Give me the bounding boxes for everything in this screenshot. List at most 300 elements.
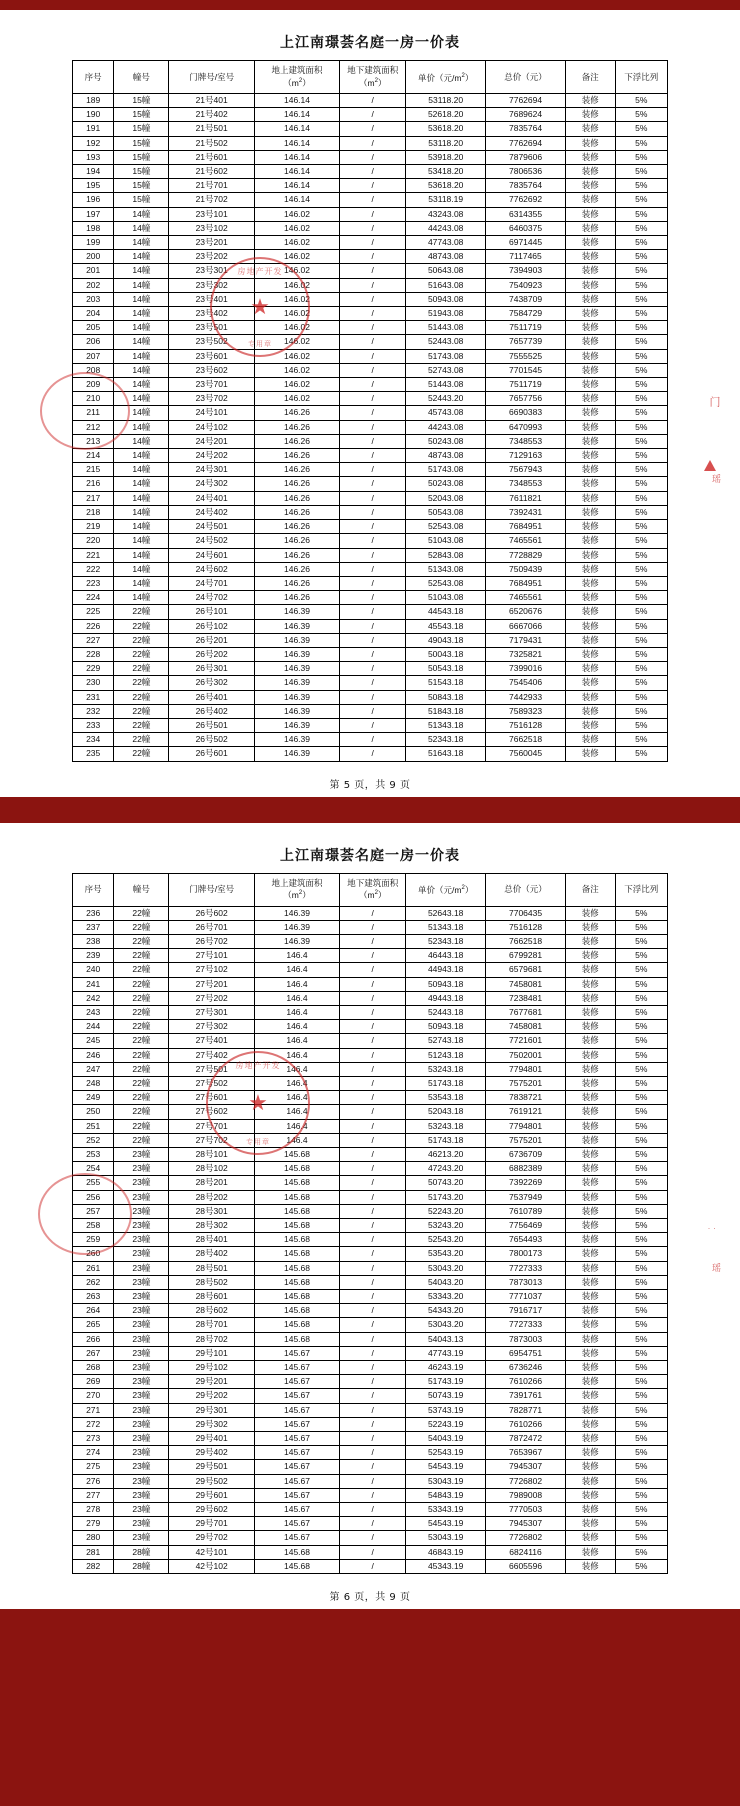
cell-door: 24号301 [169,463,254,477]
cell-total-price: 7916717 [486,1304,566,1318]
cell-unit-price: 52743.08 [406,363,486,377]
cell-above-area: 146.26 [254,420,339,434]
cell-door: 26号301 [169,662,254,676]
cell-door: 23号101 [169,207,254,221]
cell-discount: 5% [615,491,667,505]
cell-door: 26号601 [169,747,254,761]
cell-under-area: / [340,690,406,704]
cell-under-area: / [340,1219,406,1233]
cell-door: 29号401 [169,1432,254,1446]
cell-building: 14幢 [114,207,169,221]
cell-total-price: 7458081 [486,977,566,991]
cell-above-area: 146.4 [254,1076,339,1090]
cell-door: 26号501 [169,718,254,732]
cell-total-price: 7945307 [486,1517,566,1531]
margin-annotation-3: 瑶 [710,1262,720,1274]
cell-door: 26号302 [169,676,254,690]
cell-unit-price: 54843.19 [406,1488,486,1502]
cell-under-area: / [340,1247,406,1261]
cell-discount: 5% [615,906,667,920]
cell-building: 22幢 [114,718,169,732]
cell-under-area: / [340,963,406,977]
cell-door: 42号102 [169,1559,254,1573]
cell-above-area: 146.26 [254,562,339,576]
cell-building: 14幢 [114,449,169,463]
cell-unit-price: 52543.08 [406,520,486,534]
cell-discount: 5% [615,1559,667,1573]
cell-above-area: 146.4 [254,977,339,991]
cell-note: 装修 [565,477,615,491]
cell-above-area: 145.67 [254,1517,339,1531]
cell-note: 装修 [565,236,615,250]
cell-discount: 5% [615,576,667,590]
cell-door: 26号402 [169,704,254,718]
cell-above-area: 146.02 [254,392,339,406]
cell-building: 22幢 [114,949,169,963]
column-header-above-area-text: 地上建筑面积 [271,65,323,76]
cell-door: 28号201 [169,1176,254,1190]
cell-note: 装修 [565,335,615,349]
cell-door: 21号502 [169,136,254,150]
cell-discount: 5% [615,1304,667,1318]
cell-discount: 5% [615,949,667,963]
column-header-building: 幢号 [114,61,169,94]
cell-discount: 5% [615,934,667,948]
cell-discount: 5% [615,718,667,732]
cell-unit-price: 52843.08 [406,548,486,562]
document-page-5 [0,10,740,797]
cell-seq: 248 [73,1076,114,1090]
cell-total-price: 7945307 [486,1460,566,1474]
cell-door: 24号701 [169,576,254,590]
cell-seq: 243 [73,1005,114,1019]
cell-building: 23幢 [114,1460,169,1474]
table-row [73,1460,668,1474]
cell-discount: 5% [615,1133,667,1147]
cell-above-area: 145.68 [254,1176,339,1190]
table-row [73,477,668,491]
table-row [73,548,668,562]
table-row [73,363,668,377]
cell-under-area: / [340,704,406,718]
cell-unit-price: 51743.08 [406,463,486,477]
cell-discount: 5% [615,920,667,934]
cell-door: 24号501 [169,520,254,534]
cell-above-area: 146.02 [254,250,339,264]
table-row [73,307,668,321]
cell-under-area: / [340,250,406,264]
cell-discount: 5% [615,264,667,278]
cell-note: 装修 [565,548,615,562]
table-row [73,392,668,406]
cell-unit-price: 53918.20 [406,150,486,164]
cell-building: 22幢 [114,662,169,676]
cell-above-area: 146.26 [254,505,339,519]
cell-door: 29号302 [169,1417,254,1431]
cell-unit-price: 46843.19 [406,1545,486,1559]
cell-seq: 209 [73,378,114,392]
cell-unit-price: 51443.08 [406,321,486,335]
cell-seq: 225 [73,605,114,619]
cell-under-area: / [340,1432,406,1446]
cell-discount: 5% [615,1503,667,1517]
cell-door: 26号602 [169,906,254,920]
cell-building: 22幢 [114,1133,169,1147]
cell-unit-price: 50743.20 [406,1176,486,1190]
cell-unit-price: 52343.18 [406,934,486,948]
cell-unit-price: 53118.20 [406,94,486,108]
cell-above-area: 145.67 [254,1488,339,1502]
cell-note: 装修 [565,733,615,747]
cell-total-price: 7560045 [486,747,566,761]
cell-note: 装修 [565,1119,615,1133]
cell-note: 装修 [565,1318,615,1332]
table-row [73,690,668,704]
table-row [73,591,668,605]
cell-under-area: / [340,349,406,363]
cell-seq: 274 [73,1446,114,1460]
cell-door: 29号601 [169,1488,254,1502]
cell-discount: 5% [615,619,667,633]
cell-discount: 5% [615,179,667,193]
cell-discount: 5% [615,733,667,747]
cell-under-area: / [340,1304,406,1318]
cell-note: 装修 [565,591,615,605]
cell-under-area: / [340,1148,406,1162]
cell-door: 23号302 [169,278,254,292]
cell-under-area: / [340,392,406,406]
cell-under-area: / [340,906,406,920]
cell-seq: 234 [73,733,114,747]
cell-under-area: / [340,633,406,647]
cell-above-area: 146.26 [254,491,339,505]
cell-total-price: 6799281 [486,949,566,963]
cell-discount: 5% [615,548,667,562]
cell-total-price: 7794801 [486,1119,566,1133]
table-row [73,420,668,434]
price-table-wrapper-page5 [0,60,740,762]
table-row [73,349,668,363]
cell-total-price: 6736709 [486,1148,566,1162]
cell-discount: 5% [615,221,667,235]
cell-under-area: / [340,934,406,948]
cell-building: 14幢 [114,363,169,377]
cell-total-price: 7584729 [486,307,566,321]
cell-total-price: 7619121 [486,1105,566,1119]
cell-door: 23号402 [169,307,254,321]
column-header-above-area-unit: $(m^2)$ [283,77,311,88]
cell-note: 装修 [565,491,615,505]
cell-seq: 245 [73,1034,114,1048]
cell-seq: 268 [73,1361,114,1375]
cell-total-price: 7509439 [486,562,566,576]
cell-unit-price: 51643.18 [406,747,486,761]
cell-building: 14幢 [114,576,169,590]
cell-under-area: / [340,122,406,136]
cell-above-area: 146.26 [254,406,339,420]
column-header-under-area-unit: $(m^2)$ [358,890,387,901]
cell-total-price: 7726802 [486,1474,566,1488]
cell-door: 29号402 [169,1446,254,1460]
cell-total-price: 7873013 [486,1275,566,1289]
cell-unit-price: 52618.20 [406,108,486,122]
cell-note: 装修 [565,378,615,392]
cell-building: 22幢 [114,977,169,991]
cell-seq: 238 [73,934,114,948]
cell-above-area: 146.4 [254,991,339,1005]
cell-above-area: 145.68 [254,1233,339,1247]
cell-building: 23幢 [114,1403,169,1417]
cell-discount: 5% [615,349,667,363]
cell-note: 装修 [565,1332,615,1346]
cell-note: 装修 [565,406,615,420]
cell-unit-price: 45543.18 [406,619,486,633]
cell-door: 29号702 [169,1531,254,1545]
table-row [73,1233,668,1247]
cell-unit-price: 44243.08 [406,221,486,235]
cell-unit-price: 52343.18 [406,733,486,747]
cell-under-area: / [340,264,406,278]
table-row [73,1005,668,1019]
cell-discount: 5% [615,378,667,392]
cell-discount: 5% [615,1446,667,1460]
page-footer-5: 第 5 页，共 9 页 [329,779,411,791]
cell-under-area: / [340,534,406,548]
cell-door: 21号501 [169,122,254,136]
table-row [73,434,668,448]
cell-door: 23号701 [169,378,254,392]
cell-unit-price: 53543.20 [406,1247,486,1261]
cell-door: 23号201 [169,236,254,250]
cell-seq: 203 [73,292,114,306]
cell-under-area: / [340,179,406,193]
cell-note: 装修 [565,1005,615,1019]
cell-seq: 239 [73,949,114,963]
cell-note: 装修 [565,1432,615,1446]
cell-door: 27号602 [169,1105,254,1119]
cell-building: 15幢 [114,179,169,193]
cell-above-area: 146.02 [254,307,339,321]
cell-door: 23号202 [169,250,254,264]
cell-note: 装修 [565,1148,615,1162]
cell-discount: 5% [615,150,667,164]
cell-discount: 5% [615,1375,667,1389]
cell-unit-price: 50543.18 [406,662,486,676]
cell-total-price: 7684951 [486,520,566,534]
cell-above-area: 146.39 [254,647,339,661]
table-row [73,1219,668,1233]
cell-unit-price: 52443.18 [406,1005,486,1019]
cell-under-area: / [340,292,406,306]
column-header-under-area-unit: $(m^2)$ [358,77,387,88]
cell-above-area: 146.02 [254,292,339,306]
cell-unit-price: 50943.18 [406,1020,486,1034]
cell-seq: 262 [73,1275,114,1289]
cell-total-price: 7654493 [486,1233,566,1247]
cell-total-price: 6736246 [486,1361,566,1375]
cell-discount: 5% [615,1460,667,1474]
table-row [73,1290,668,1304]
cell-above-area: 145.68 [254,1290,339,1304]
cell-note: 装修 [565,619,615,633]
table-row [73,165,668,179]
table-row [73,662,668,676]
cell-door: 28号601 [169,1290,254,1304]
cell-unit-price: 46443.18 [406,949,486,963]
cell-note: 装修 [565,1474,615,1488]
cell-above-area: 146.39 [254,676,339,690]
cell-seq: 259 [73,1233,114,1247]
table-row [73,1559,668,1573]
cell-building: 22幢 [114,1048,169,1062]
cell-discount: 5% [615,1290,667,1304]
cell-seq: 277 [73,1488,114,1502]
cell-discount: 5% [615,207,667,221]
cell-building: 14幢 [114,335,169,349]
cell-above-area: 146.4 [254,1034,339,1048]
cell-seq: 205 [73,321,114,335]
cell-discount: 5% [615,477,667,491]
cell-building: 23幢 [114,1517,169,1531]
cell-discount: 5% [615,1332,667,1346]
cell-above-area: 146.02 [254,236,339,250]
cell-total-price: 7516128 [486,920,566,934]
cell-note: 装修 [565,576,615,590]
cell-seq: 264 [73,1304,114,1318]
cell-above-area: 146.26 [254,548,339,562]
cell-seq: 273 [73,1432,114,1446]
cell-door: 24号202 [169,449,254,463]
cell-total-price: 7657756 [486,392,566,406]
cell-total-price: 7610266 [486,1417,566,1431]
cell-total-price: 7662518 [486,934,566,948]
cell-note: 装修 [565,690,615,704]
cell-discount: 5% [615,1020,667,1034]
cell-discount: 5% [615,1389,667,1403]
cell-above-area: 145.68 [254,1559,339,1573]
column-header-discount: 下浮比列 [615,61,667,94]
cell-total-price: 7610266 [486,1375,566,1389]
cell-discount: 5% [615,1403,667,1417]
table-row [73,991,668,1005]
cell-seq: 257 [73,1204,114,1218]
table-row [73,605,668,619]
cell-unit-price: 54543.19 [406,1460,486,1474]
cell-building: 14幢 [114,562,169,576]
cell-under-area: / [340,150,406,164]
cell-total-price: 7458081 [486,1020,566,1034]
cell-seq: 230 [73,676,114,690]
cell-seq: 282 [73,1559,114,1573]
table-row [73,1190,668,1204]
cell-building: 22幢 [114,690,169,704]
cell-above-area: 146.02 [254,321,339,335]
cell-door: 26号202 [169,647,254,661]
cell-above-area: 146.02 [254,207,339,221]
cell-seq: 270 [73,1389,114,1403]
cell-building: 23幢 [114,1417,169,1431]
cell-seq: 229 [73,662,114,676]
cell-discount: 5% [615,1488,667,1502]
table-row [73,1148,668,1162]
cell-seq: 218 [73,505,114,519]
cell-note: 装修 [565,1389,615,1403]
cell-unit-price: 51743.19 [406,1375,486,1389]
cell-above-area: 146.26 [254,534,339,548]
cell-total-price: 6605596 [486,1559,566,1573]
column-header-unit-price: 单价（元$/m^2$） [406,873,486,906]
cell-total-price: 7800173 [486,1247,566,1261]
cell-under-area: / [340,1318,406,1332]
cell-seq: 241 [73,977,114,991]
document-page-6 [0,823,740,1610]
cell-above-area: 146.14 [254,193,339,207]
cell-discount: 5% [615,1005,667,1019]
cell-note: 装修 [565,949,615,963]
cell-note: 装修 [565,1261,615,1275]
cell-above-area: 146.14 [254,136,339,150]
table-row [73,108,668,122]
table-row [73,534,668,548]
table-row [73,718,668,732]
cell-door: 23号602 [169,363,254,377]
table-row [73,1389,668,1403]
cell-note: 装修 [565,1304,615,1318]
column-header-building: 幢号 [114,873,169,906]
cell-total-price: 7392269 [486,1176,566,1190]
cell-building: 23幢 [114,1332,169,1346]
cell-seq: 266 [73,1332,114,1346]
cell-unit-price: 53418.20 [406,165,486,179]
cell-total-price: 7762694 [486,94,566,108]
cell-above-area: 145.68 [254,1162,339,1176]
table-row [73,1034,668,1048]
cell-note: 装修 [565,977,615,991]
cell-door: 24号601 [169,548,254,562]
table-header-row [73,61,668,94]
cell-note: 装修 [565,392,615,406]
cell-above-area: 146.26 [254,591,339,605]
cell-seq: 199 [73,236,114,250]
cell-under-area: / [340,733,406,747]
cell-seq: 258 [73,1219,114,1233]
cell-door: 27号502 [169,1076,254,1090]
cell-note: 装修 [565,718,615,732]
cell-unit-price: 51743.08 [406,349,486,363]
cell-total-price: 7771037 [486,1290,566,1304]
column-header-unit-price: 单价（元$/m^2$） [406,61,486,94]
cell-note: 装修 [565,1403,615,1417]
column-header-under-area-text: 地下建筑面积 [347,65,399,76]
cell-door: 26号401 [169,690,254,704]
cell-unit-price: 43243.08 [406,207,486,221]
cell-building: 23幢 [114,1204,169,1218]
table-row [73,1432,668,1446]
cell-unit-price: 52243.20 [406,1204,486,1218]
cell-seq: 207 [73,349,114,363]
cell-under-area: / [340,1261,406,1275]
cell-above-area: 146.14 [254,150,339,164]
table-row [73,1162,668,1176]
cell-building: 22幢 [114,991,169,1005]
column-header-above-area [254,61,339,94]
cell-above-area: 146.02 [254,363,339,377]
cell-seq: 196 [73,193,114,207]
cell-above-area: 145.67 [254,1361,339,1375]
cell-under-area: / [340,505,406,519]
cell-discount: 5% [615,747,667,761]
cell-building: 14幢 [114,420,169,434]
